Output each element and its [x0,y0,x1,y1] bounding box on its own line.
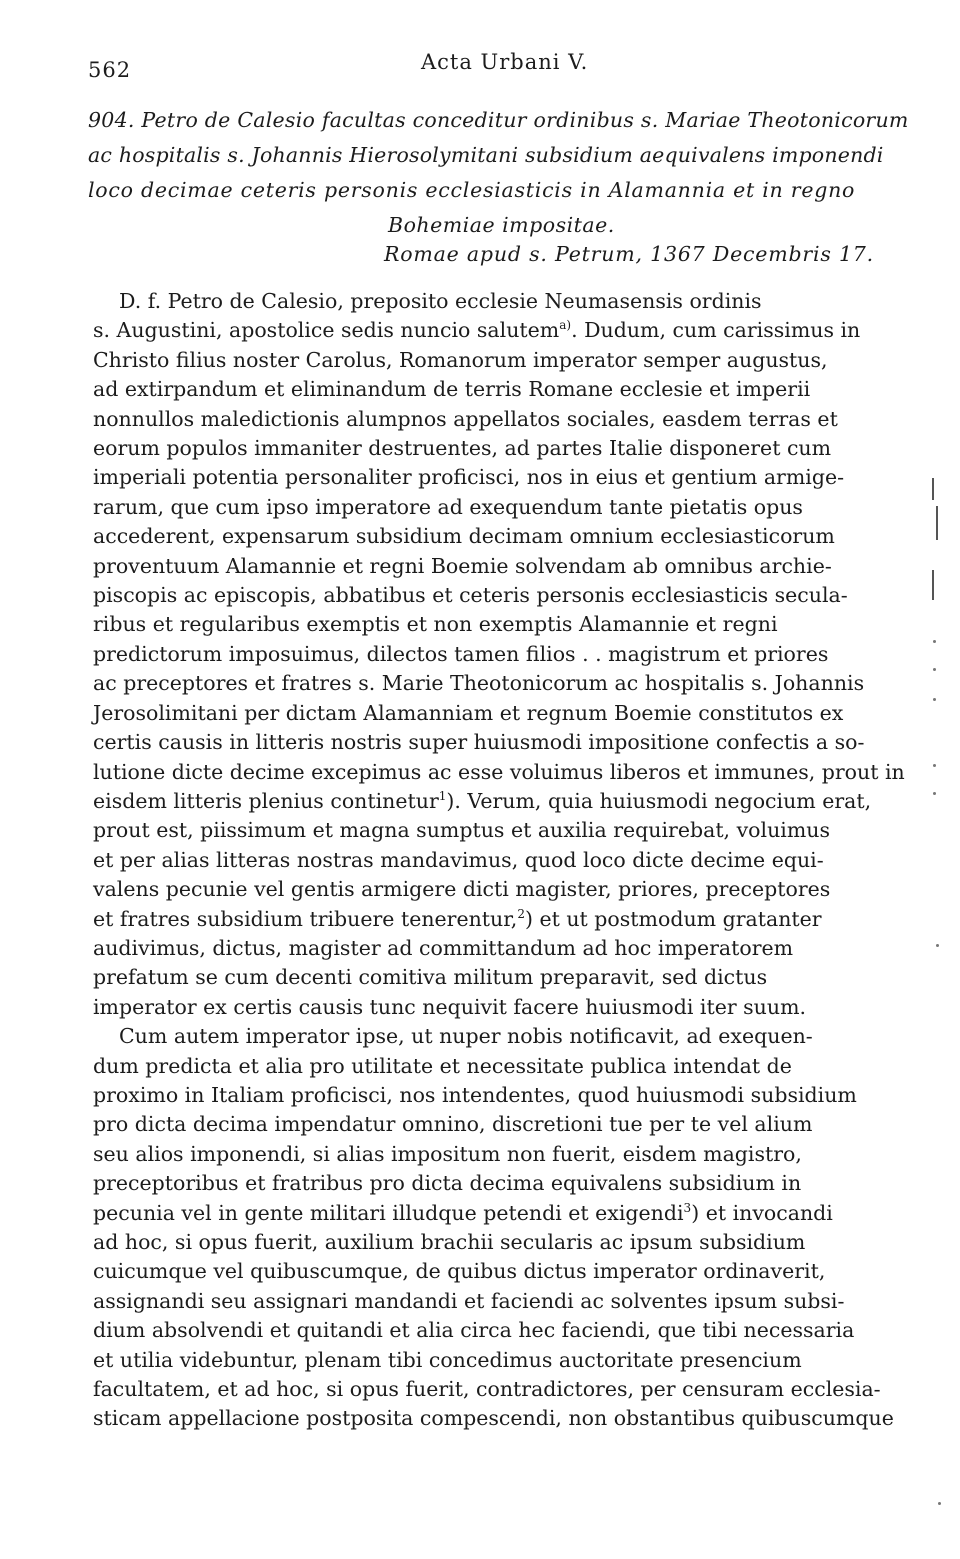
body-line [93,905,915,934]
body-line-text: et fratres subsidium tribuere tenerentur, [93,906,518,931]
body-line: dium absolvendi et quitandi et alia circa hec faciendi, que tibi necessaria [93,1318,855,1343]
body-line-text: ). Verum, quia huiusmodi negocium erat, [446,788,872,813]
footnote-marker: 1 [438,789,447,804]
binding-mark [932,478,934,500]
body-line: preceptoribus et fratribus pro dicta decima equivalens subsidium in [93,1171,802,1196]
body-line: cuicumque vel quibuscumque, de quibus dictus imperator ordinaverit, [93,1259,826,1284]
scan-speck [933,764,936,767]
body-line: assignandi seu assignari mandandi et faciendi ac solventes ipsum subsi- [93,1288,845,1313]
body-line: dum predicta et alia pro utilitate et necessitate publica intendat de [93,1053,792,1078]
body-line: valens pecunie vel gentis armigere dicti magister, priores, preceptores [93,877,831,902]
body-line: ribus et regularibus exemptis et non exemptis Alamannie et regni [93,612,778,637]
page-number: 562 [88,58,132,82]
heading-line: ac hospitalis s. Johannis Hierosolymitani subsidium aequivalens imponendi [88,143,884,167]
body-line: D. f. Petro de Calesio, preposito ecclesie Neumasensis ordinis [119,289,762,313]
body-line-text: pecunia vel in gente militari illudque petendi et exigendi [93,1200,684,1225]
body-line-text: . Dudum, cum carissimus in [571,318,861,343]
body-line: ad hoc, si opus fuerit, auxilium brachii secularis ac ipsum subsidium [93,1230,806,1254]
body-line: certis causis in litteris nostris super huiusmodi impositione confectis a so- [93,730,865,755]
body-line: accederent, expensarum subsidium decimam omnium ecclesiasticorum [93,524,835,549]
body-line: et per alias litteras nostras mandavimus, quod loco dicte decime equi- [93,847,824,872]
body-line: audivimus, dictus, magister ad committandum ad hoc imperatorem [93,935,794,960]
running-title: Acta Urbani V. [421,50,589,74]
body-line: rarum, que cum ipso imperatore ad exequendum tante pietatis opus [93,494,803,519]
scan-speck [933,668,936,671]
heading-line: Bohemiae impositae. [388,213,615,237]
body-line-text: eisdem litteris plenius continetur [93,788,439,813]
body-line: pro dicta decima impendatur omnino, discretioni tue per te vel alium [93,1112,813,1137]
binding-mark [932,570,934,600]
body-line: Jerosolimitani per dictam Alamanniam et regnum Boemie constitutos ex [93,700,844,725]
body-line [93,316,915,345]
body-line: ad extirpandum et eliminandum de terris Romane ecclesie et imperii [93,377,811,402]
body-line: proventuum Alamannie et regni Boemie solvendam ab omnibus archie- [93,553,832,578]
body-line: imperiali potentia personaliter proficisci, nos in eius et gentium armige- [93,465,845,490]
scan-speck [933,792,936,795]
heading-line: 904. Petro de Calesio facultas conceditur ordinibus s. Mariae Theotonicorum [88,108,909,132]
body-line: piscopis ac episcopis, abbatibus et ceteris personis ecclesiasticis secula- [93,583,848,608]
document-heading [88,103,912,243]
letter-body [93,287,915,1434]
scan-speck [938,1502,941,1505]
body-line: Christo filius noster Carolus, Romanorum imperator semper augustus, [93,347,828,372]
body-line [93,1199,915,1228]
body-line: Cum autem imperator ipse, ut nuper nobis notificavit, ad exequen- [119,1024,813,1049]
footnote-marker: a) [559,318,572,333]
running-header [88,48,928,88]
body-line: et utilia videbuntur, plenam tibi concedimus auctoritate presencium [93,1347,802,1372]
body-line: predictorum imposuimus, dilectos tamen filios . . magistrum et priores [93,641,829,666]
body-line: imperator ex certis causis tunc nequivit facere huiusmodi iter suum. [93,994,807,1019]
body-line-text: s. Augustini, apostolice sedis nuncio salutem [93,318,560,343]
scan-speck [933,640,936,643]
body-line: sticam appellacione postposita compescendi, non obstantibus quibuscumque [93,1406,894,1431]
body-line: proximo in Italiam proficisci, nos intendentes, quod huiusmodi subsidium [93,1082,857,1107]
scan-speck [933,698,936,701]
body-line: ac preceptores et fratres s. Marie Theotonicorum ac hospitalis s. Johannis [93,671,865,696]
body-line: prout est, piissimum et magna sumptus et auxilia requirebat, voluimus [93,818,830,843]
footnote-marker: 3 [683,1200,692,1215]
body-line: eorum populos immaniter destruentes, ad partes Italie disponeret cum [93,436,832,461]
body-line: lutione dicte decime excepimus ac esse voluimus liberos et immunes, prout in [93,759,905,784]
body-line: nonnullos maledictionis alumpnos appellatos sociales, easdem terras et [93,406,838,431]
body-line: prefatum se cum decenti comitiva militum preparavit, sed dictus [93,965,768,990]
body-line: facultatem, et ad hoc, si opus fuerit, contradictores, per censuram ecclesia- [93,1377,881,1402]
body-line-text: ) et invocandi [691,1200,833,1225]
scan-speck [936,944,939,947]
body-line-text: ) et ut postmodum gratanter [524,906,822,931]
heading-line: loco decimae ceteris personis ecclesiasticis in Alamannia et in regno [88,178,856,202]
binding-mark [936,506,938,540]
body-line: seu alios imponendi, si alias impositum non fuerit, eisdem magistro, [93,1141,802,1166]
dateline: Romae apud s. Petrum, 1367 Decembris 17. [384,242,874,266]
footnote-marker: 2 [517,906,525,921]
body-line [93,787,915,816]
